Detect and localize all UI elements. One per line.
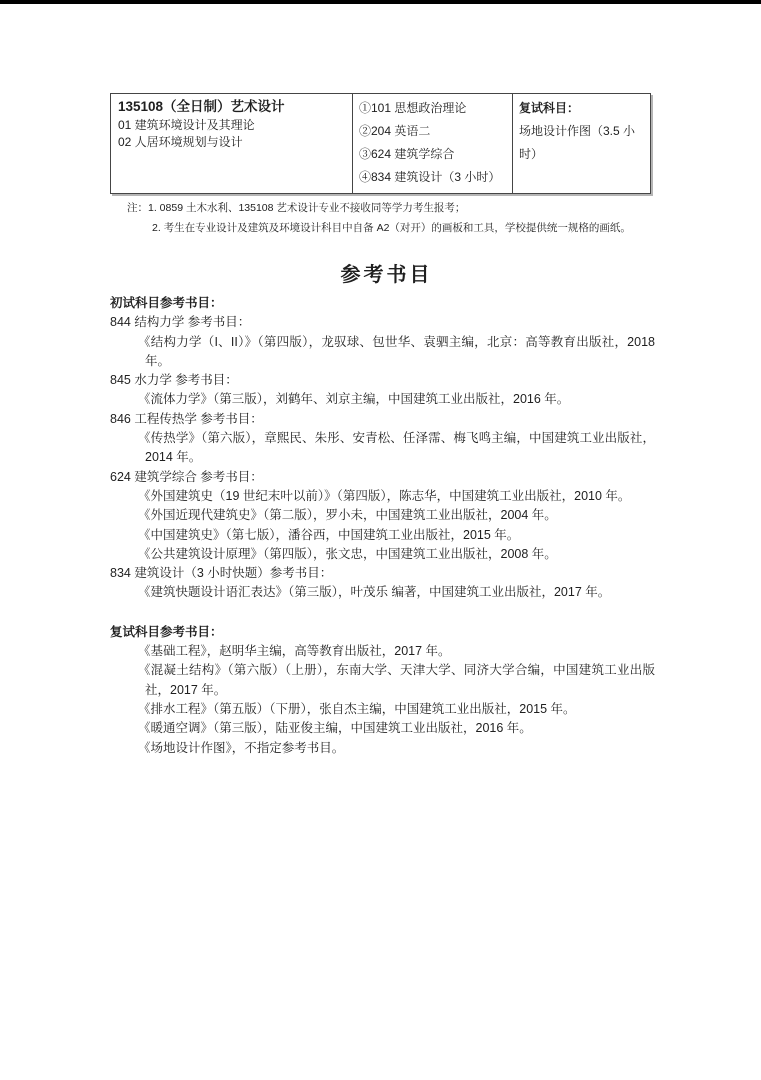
retest-label: 复试科目： xyxy=(519,101,580,115)
exam-subject-4: ④834 建筑设计（3 小时） xyxy=(359,170,501,184)
reference-booklist xyxy=(110,294,655,758)
book-line: 《外国建筑史（19 世纪末叶以前）》（第四版），陈志华，中国建筑工业出版社，2010 年。 xyxy=(138,488,631,503)
note-row-1 xyxy=(127,201,657,216)
book-line: 《公共建筑设计原理》（第四版），张文忠，中国建筑工业出版社，2008 年。 xyxy=(138,546,557,561)
top-black-bar xyxy=(0,0,761,4)
note-item-1: 1. 0859 土木水利、135108 艺术设计专业不接收同等学力考生报考； xyxy=(148,202,466,214)
note-item-2: 2. 考生在专业设计及建筑及环境设计科目中自备 A2（对开）的画板和工具，学校提供统一规格的画纸。 xyxy=(152,222,631,234)
subject-line-624: 624 建筑学综合 参考书目： xyxy=(110,469,263,484)
subject-line-845: 845 水力学 参考书目： xyxy=(110,373,238,388)
retest-booklist-heading: 复试科目参考书目： xyxy=(110,624,223,639)
admission-program-table xyxy=(110,93,651,194)
book-line: 《建筑快题设计语汇表达》（第三版），叶茂乐 编著，中国建筑工业出版社，2017 年。 xyxy=(138,585,611,600)
book-line: 《结构力学（I、II）》（第四版），龙驭球、包世华、袁驷主编，北京：高等教育出版社，2018 年。 xyxy=(138,334,655,368)
book-line: 《基础工程》，赵明华主编，高等教育出版社，2017 年。 xyxy=(138,644,451,659)
initial-booklist-heading: 初试科目参考书目： xyxy=(110,296,223,310)
book-line: 《混凝土结构》（第六版）（上册），东南大学、天津大学、同济大学合编，中国建筑工业出版社，2017 年。 xyxy=(138,663,655,697)
retest-subject: 场地设计作图（3.5 小时） xyxy=(519,124,636,161)
retest-subject-cell xyxy=(513,94,650,193)
book-line: 《排水工程》（第五版）（下册），张自杰主编，中国建筑工业出版社，2015 年。 xyxy=(138,701,576,716)
program-title: 135108（全日制）艺术设计 xyxy=(118,99,285,114)
exam-subject-1: ①101 思想政治理论 xyxy=(359,101,467,115)
book-line: 《中国建筑史》（第七版），潘谷西，中国建筑工业出版社，2015 年。 xyxy=(138,527,520,542)
exam-subject-3: ③624 建筑学综合 xyxy=(359,147,455,161)
book-line: 《传热学》（第六版），章熙民、朱彤、安青松、任泽霈、梅飞鸣主编，中国建筑工业出版社，2014 年。 xyxy=(138,431,655,465)
book-line: 《流体力学》（第三版），刘鹤年、刘京主编，中国建筑工业出版社，2016 年。 xyxy=(138,392,570,407)
exam-subject-2: ②204 英语二 xyxy=(359,124,431,138)
table-notes xyxy=(127,201,657,236)
subject-line-846: 846 工程传热学 参考书目： xyxy=(110,411,263,426)
book-line: 《暖通空调》（第三版），陆亚俊主编，中国建筑工业出版社，2016 年。 xyxy=(138,721,532,736)
section-title: 参考书目 xyxy=(340,264,433,286)
notes-prefix: 注： xyxy=(127,202,148,214)
program-direction-1: 01 建筑环境设计及其理论 xyxy=(118,118,255,132)
initial-exam-subjects-cell xyxy=(353,94,513,193)
program-direction-2: 02 人居环境规划与设计 xyxy=(118,135,243,149)
subject-line-834: 834 建筑设计（3 小时快题）参考书目： xyxy=(110,566,333,581)
book-line: 《外国近现代建筑史》（第二版），罗小未，中国建筑工业出版社，2004 年。 xyxy=(138,508,557,523)
book-line: 《场地设计作图》，不指定参考书目。 xyxy=(138,740,345,755)
program-cell xyxy=(111,94,353,193)
subject-line-844: 844 结构力学 参考书目： xyxy=(110,315,251,330)
